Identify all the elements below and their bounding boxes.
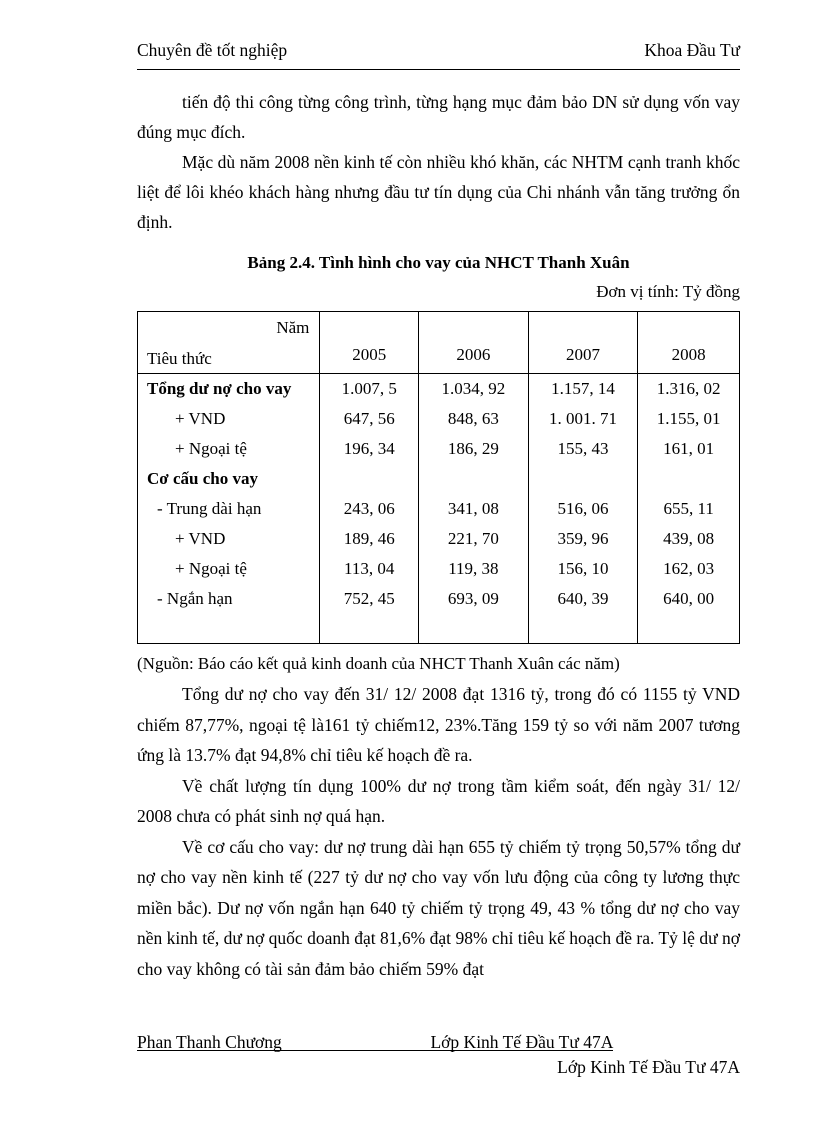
paragraph: tiến độ thi công từng công trình, từng hạng mục đảm bảo DN sử dụng vốn vay đúng mục đích.: [137, 92, 740, 142]
table-row: [138, 374, 740, 404]
cell-value: 1.316, 02: [638, 374, 740, 404]
year-header: 2005: [320, 312, 419, 374]
year-header: 2008: [638, 312, 740, 374]
loan-table-spacer: [138, 614, 740, 644]
loan-table-body: [138, 374, 740, 614]
cell-value: [528, 464, 638, 494]
cell-value: 189, 46: [320, 524, 419, 554]
cell-value: 640, 00: [638, 584, 740, 614]
cell-value: 161, 01: [638, 434, 740, 464]
footer-rule-row: [137, 1031, 613, 1055]
row-label: - Ngắn hạn: [157, 588, 233, 608]
table-row: [138, 464, 740, 494]
header-right-text: Khoa Đầu Tư: [644, 40, 740, 60]
table-row: [138, 404, 740, 434]
table-row: [138, 584, 740, 614]
source-note: (Nguồn: Báo cáo kết quả kinh doanh của NHCT Thanh Xuân các năm): [137, 654, 620, 673]
cell-value: 655, 11: [638, 494, 740, 524]
spacer-row: [138, 614, 740, 644]
row-label: - Trung dài hạn: [157, 498, 262, 518]
cell-value: 647, 56: [320, 404, 419, 434]
table-row: [138, 524, 740, 554]
cell-value: 186, 29: [419, 434, 529, 464]
page-header: [137, 38, 740, 70]
cell-value: 693, 09: [419, 584, 529, 614]
cell-value: 221, 70: [419, 524, 529, 554]
cell-value: 243, 06: [320, 494, 419, 524]
document-body: [137, 87, 740, 984]
cell-value: 162, 03: [638, 554, 740, 584]
cell-value: 752, 45: [320, 584, 419, 614]
cell-value: 1.034, 92: [419, 374, 529, 404]
row-label: + VND: [175, 528, 226, 548]
analysis-paragraphs: [137, 679, 740, 984]
cell-value: [419, 464, 529, 494]
cell-value: 848, 63: [419, 404, 529, 434]
footer-class-left: Lớp Kinh Tế Đầu Tư 47A: [430, 1032, 614, 1052]
table-header-row: [138, 312, 740, 374]
loan-table: [137, 311, 740, 644]
paragraph: Mặc dù năm 2008 nền kinh tế còn nhiều khó khăn, các NHTM cạnh tranh khốc liệt để lôi khéo khách hàng nhưng đầu tư tín dụng của Chi nhánh vẫn tăng trưởng ổn định.: [137, 152, 740, 232]
cell-value: 113, 04: [320, 554, 419, 584]
table-unit-label: Đơn vị tính: Tỷ đồng: [596, 282, 740, 301]
year-header: 2006: [419, 312, 529, 374]
cell-value: 196, 34: [320, 434, 419, 464]
cell-value: 640, 39: [528, 584, 638, 614]
loan-table-head: [138, 312, 740, 374]
cell-value: 359, 96: [528, 524, 638, 554]
page-footer: [137, 1031, 740, 1079]
year-header: 2007: [528, 312, 638, 374]
row-label: + Ngoại tệ: [175, 438, 247, 458]
cell-value: 516, 06: [528, 494, 638, 524]
table-row: [138, 494, 740, 524]
footer-author-name: Phan Thanh Chương: [137, 1032, 282, 1052]
header-left-text: Chuyên đề tốt nghiệp: [137, 40, 288, 60]
row-label: + Ngoại tệ: [175, 558, 247, 578]
row-label: Tổng dư nợ cho vay: [147, 378, 292, 398]
table-title: Bảng 2.4. Tình hình cho vay của NHCT Thanh Xuân: [247, 253, 630, 272]
cell-value: [320, 464, 419, 494]
table-row: [138, 554, 740, 584]
paragraph: Về chất lượng tín dụng 100% dư nợ trong tầm kiểm soát, đến ngày 31/ 12/ 2008 chưa có phát sinh nợ quá hạn.: [137, 775, 740, 826]
paragraph: Về cơ cấu cho vay: dư nợ trung dài hạn 655 tỷ chiếm tỷ trọng 50,57% tổng dư nợ cho vay nền kinh tế (227 tỷ dư nợ cho vay vốn lưu động của công ty lương thực miền bắc). Dư nợ vốn ngắn hạn 640 tỷ chiếm tỷ trọng 49, 43 % tổng dư nợ cho vay nền kinh tế, dư nợ quốc doanh đạt 81,6% đạt 98% chỉ tiêu kế hoạch đề ra. Tỷ lệ dư nợ cho vay không có tài sản đảm bảo chiếm 59% đạt: [137, 836, 740, 979]
cell-value: 156, 10: [528, 554, 638, 584]
cell-value: 1.155, 01: [638, 404, 740, 434]
cell-value: 1.007, 5: [320, 374, 419, 404]
corner-label-year: Năm: [276, 318, 310, 337]
cell-value: [638, 464, 740, 494]
cell-value: 341, 08: [419, 494, 529, 524]
cell-value: 1. 001. 71: [528, 404, 638, 434]
footer-class-right: Lớp Kinh Tế Đầu Tư 47A: [557, 1057, 740, 1077]
cell-value: 119, 38: [419, 554, 529, 584]
table-row: [138, 434, 740, 464]
cell-value: 1.157, 14: [528, 374, 638, 404]
cell-value: 439, 08: [638, 524, 740, 554]
paragraph: Tổng dư nợ cho vay đến 31/ 12/ 2008 đạt 1316 tỷ, trong đó có 1155 tỷ VND chiếm 87,77%, ngoại tệ là161 tỷ chiếm12, 23%.Tăng 159 tỷ so với năm 2007 tương ứng là 13.7% đạt 94,8% chỉ tiêu kế hoạch đề ra.: [137, 684, 740, 765]
corner-label-criteria: Tiêu thức: [147, 349, 212, 368]
row-label: + VND: [175, 408, 226, 428]
table-corner-cell: [138, 312, 320, 374]
row-label: Cơ cấu cho vay: [147, 468, 258, 488]
cell-value: 155, 43: [528, 434, 638, 464]
